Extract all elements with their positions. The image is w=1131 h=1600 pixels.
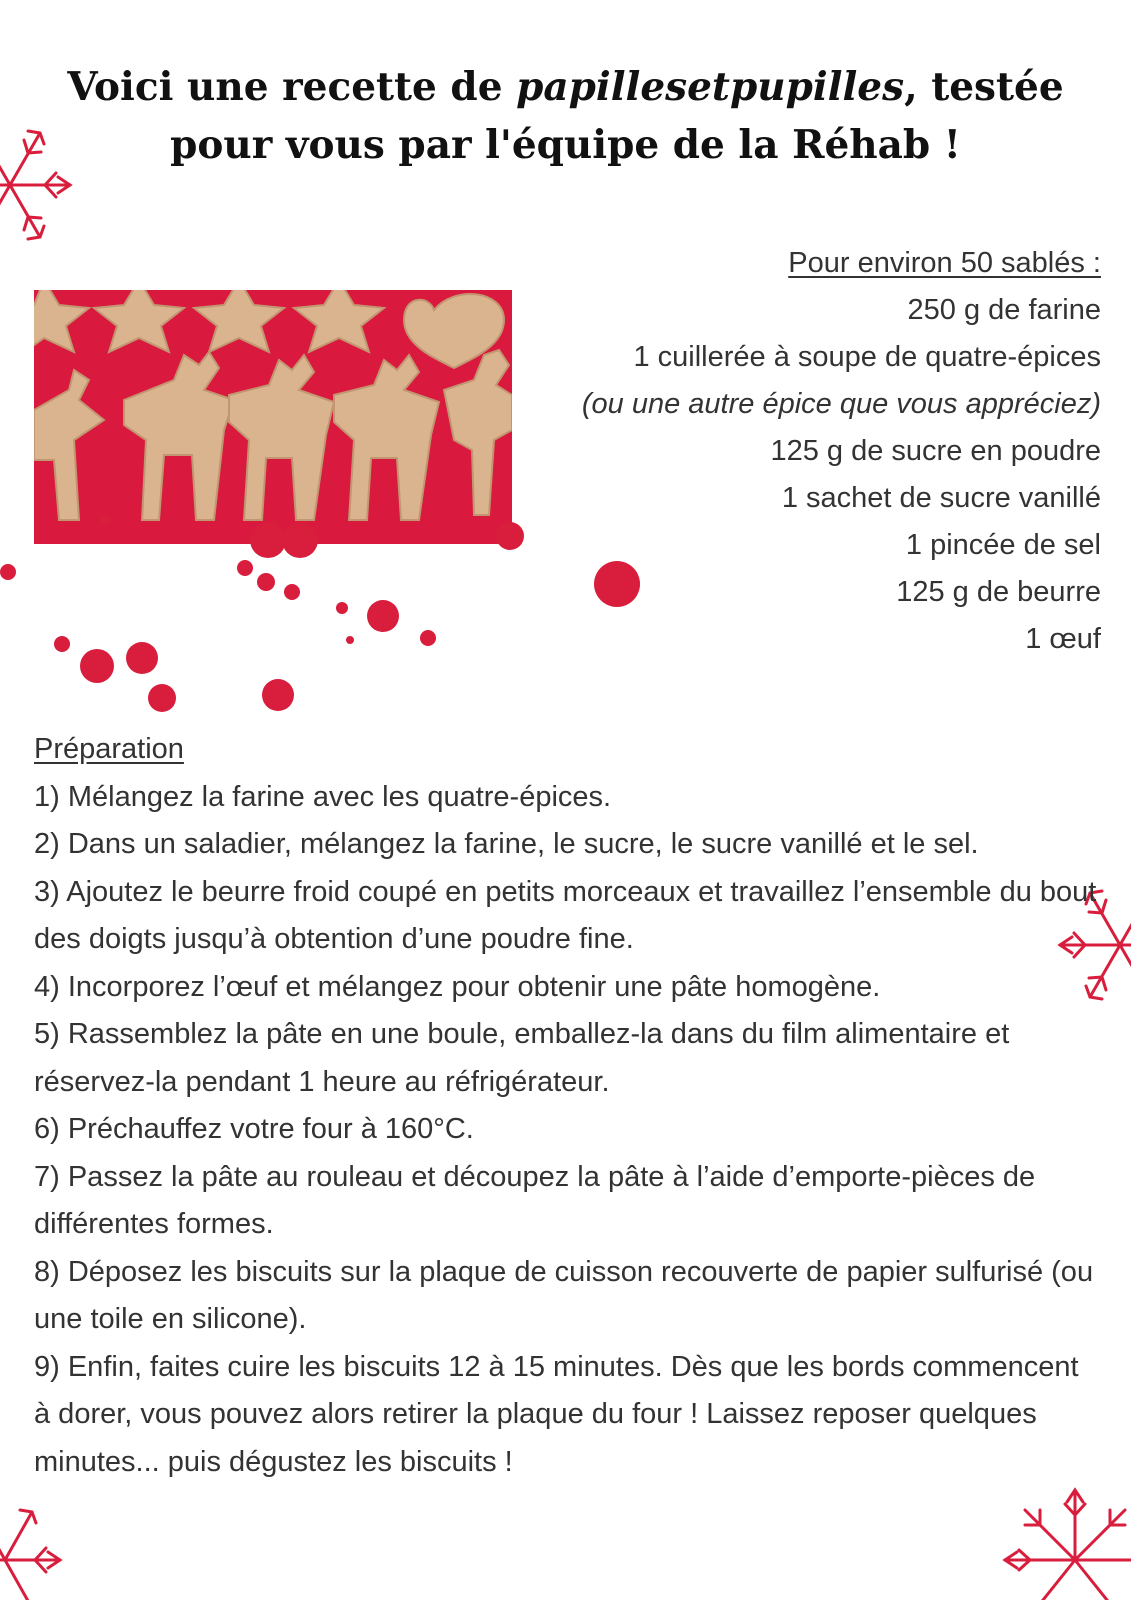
preparation-step: 7) Passez la pâte au rouleau et découpez la pâte à l’aide d’emporte-pièces de différentes formes.	[34, 1160, 1036, 1240]
ingredient-item: 1 sachet de sucre vanillé	[781, 482, 1101, 514]
ingredients-heading: Pour environ 50 sablés :	[788, 247, 1101, 279]
ingredient-note: (ou une autre épice que vous appréciez)	[581, 388, 1101, 420]
ingredients-list	[481, 240, 1101, 663]
page-title	[40, 58, 1091, 174]
preparation-step: 8) Déposez les biscuits sur la plaque de cuisson recouverte de papier sulfurisé (ou une toile en silicone).	[34, 1255, 1094, 1335]
preparation-step: 2) Dans un saladier, mélangez la farine, le sucre, le sucre vanillé et le sel.	[34, 828, 979, 860]
preparation-step: 4) Incorporez l’œuf et mélangez pour obtenir une pâte homogène.	[34, 970, 881, 1003]
ingredient-item: 1 œuf	[1025, 623, 1101, 655]
snowflake-icon	[995, 1480, 1131, 1600]
title-emphasis: papillesetpupilles	[516, 64, 905, 110]
snowflake-icon	[0, 1490, 70, 1600]
ingredient-item: 125 g de beurre	[896, 576, 1101, 608]
preparation-step: 9) Enfin, faites cuire les biscuits 12 à 15 minutes. Dès que les bords commencent à dorer, vous pouvez alors retirer la plaque du four ! Laissez reposer quelques minutes... puis dégustez les biscuits !	[34, 1350, 1079, 1478]
preparation-heading: Préparation	[34, 733, 184, 765]
preparation-step: 6) Préchauffez votre four à 160°C.	[34, 1113, 474, 1145]
ingredient-item: 250 g de farine	[907, 294, 1101, 326]
preparation-step: 3) Ajoutez le beurre froid coupé en petits morceaux et travaillez l’ensemble du bout des doigts jusqu’à obtention d’une poudre fine.	[34, 875, 1097, 955]
preparation-section	[34, 726, 1099, 1486]
preparation-step: 1) Mélangez la farine avec les quatre-épices.	[34, 780, 612, 813]
ingredient-item: 1 cuillerée à soupe de quatre-épices	[633, 341, 1101, 373]
preparation-step: 5) Rassemblez la pâte en une boule, emballez-la dans du film alimentaire et réservez-la pendant 1 heure au réfrigérateur.	[34, 1018, 1010, 1098]
ingredient-item: 1 pincée de sel	[905, 529, 1101, 561]
title-text-after: , testée pour vous par l'équipe de la Réhab !	[170, 64, 1064, 168]
title-text-before: Voici une recette de	[67, 64, 517, 110]
ingredient-item: 125 g de sucre en poudre	[770, 435, 1101, 467]
